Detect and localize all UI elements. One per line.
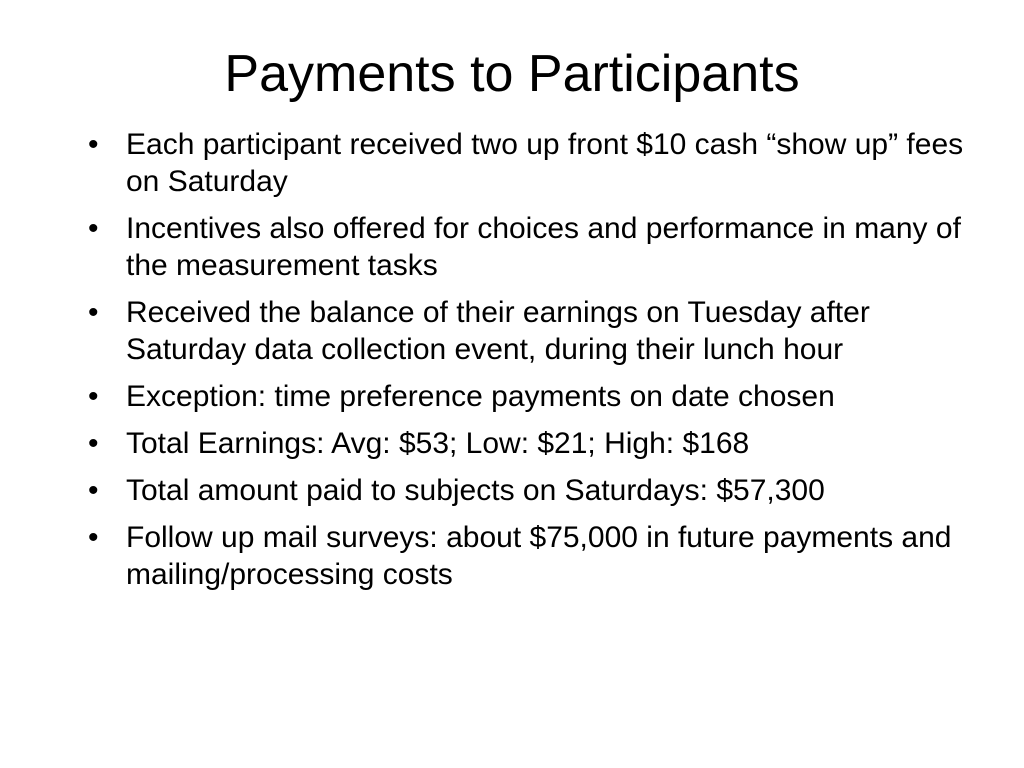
bullet-item <box>84 126 964 200</box>
bullet-icon: • <box>88 380 99 413</box>
bullet-icon: • <box>88 212 99 245</box>
bullet-item <box>84 294 964 368</box>
bullet-item <box>84 425 964 462</box>
bullet-list <box>84 126 964 603</box>
bullet-item <box>84 519 964 593</box>
bullet-icon: • <box>88 521 99 554</box>
bullet-item <box>84 378 964 415</box>
bullet-item <box>84 472 964 509</box>
bullet-text: Total Earnings: Avg: $53; Low: $21; High: $168 <box>126 427 750 460</box>
bullet-text: Each participant received two up front $10 cash “show up” fees on Saturday <box>126 128 964 198</box>
bullet-item <box>84 210 964 284</box>
bullet-text: Total amount paid to subjects on Saturdays: $57,300 <box>126 474 825 507</box>
bullet-icon: • <box>88 474 99 507</box>
bullet-icon: • <box>88 128 99 161</box>
bullet-text: Follow up mail surveys: about $75,000 in future payments and mailing/processing costs <box>126 521 952 591</box>
bullet-icon: • <box>88 427 99 460</box>
bullet-text: Incentives also offered for choices and performance in many of the measurement tasks <box>126 212 961 282</box>
slide-title: Payments to Participants <box>224 45 800 103</box>
bullet-text: Exception: time preference payments on date chosen <box>126 380 835 413</box>
bullet-text: Received the balance of their earnings on Tuesday after Saturday data collection event, during their lunch hour <box>126 296 870 366</box>
bullet-icon: • <box>88 296 99 329</box>
